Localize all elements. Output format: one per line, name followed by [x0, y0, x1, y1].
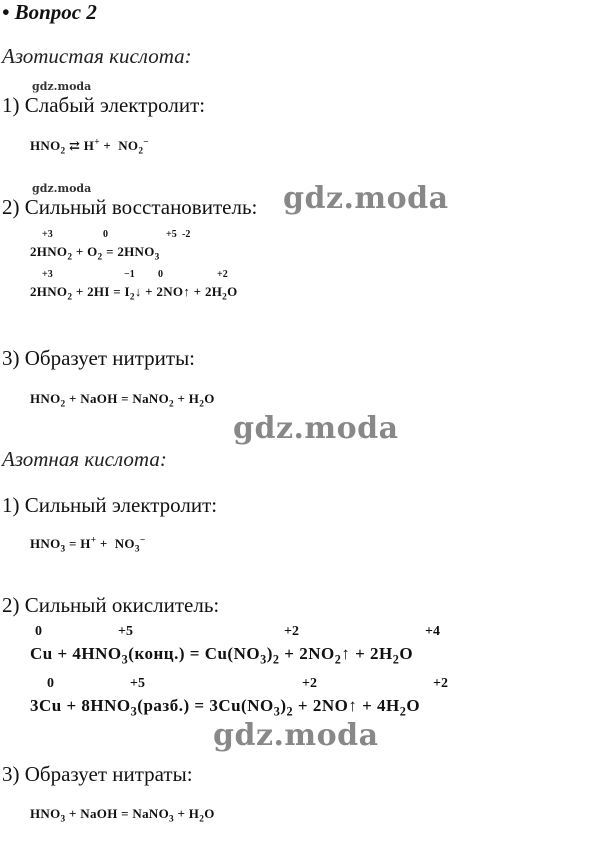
watermark-large: gdz.moda — [283, 181, 449, 216]
equation-nitrous-hi: $2HNO_2 + 2HI$ = $I_2↓$ + 2NO↑ + $2H_2O$ — [30, 284, 238, 303]
equation-nitrous-oxidation: $2HNO_2 + O_2 = 2HNO_3$ — [30, 244, 160, 263]
oxidation-state: 0 — [158, 269, 163, 280]
oxidation-state: +2 — [433, 676, 448, 691]
nitric-item-3: 3) Образует нитраты: — [2, 762, 193, 786]
nitrous-acid-header: Азотистая кислота: — [2, 44, 192, 68]
equation-nitric-cu-concentrated: $Cu + 4HNO_3(конц.) = Cu(NO_3)_2$ + $2NO_2↑ + 2H_2O$ — [30, 644, 414, 667]
oxidation-state: 0 — [35, 624, 42, 639]
oxidation-state: +2 — [284, 624, 299, 639]
nitric-item-1: 1) Сильный электролит: — [2, 493, 218, 517]
nitrous-item-3: 3) Образует нитриты: — [2, 346, 196, 370]
page-title: • Вопрос 2 — [2, 0, 97, 24]
watermark-large: gdz.moda — [233, 411, 399, 446]
concentrated-label: (конц.) — [128, 644, 186, 663]
oxidation-state: -2 — [182, 229, 191, 240]
oxidation-state: +3 — [42, 269, 53, 280]
nitric-item-2: 2) Сильный окислитель: — [2, 593, 220, 617]
equation-nitric-cu-dilute: $3Cu + 8HNO_3(разб.) = 3Cu(NO_3)_2$ + 2NO↑ + $4H_2O$ — [30, 696, 421, 719]
watermark-small: gdz.moda — [32, 182, 92, 195]
oxidation-state: +2 — [217, 269, 228, 280]
watermark-large: gdz.moda — [213, 718, 379, 753]
equation-nitric-naoh: $HNO_3$ + NaOH = NaNO$_3$ + $H_2O$ — [30, 806, 215, 825]
oxidation-state: 0 — [47, 676, 54, 691]
nitric-acid-header: Азотная кислота: — [2, 447, 167, 471]
nitrous-item-1: 1) Слабый электролит: — [2, 93, 206, 117]
oxidation-state: −1 — [124, 269, 135, 280]
equation-nitric-dissociation: $HNO_3 = H^+ + NO_3^-$ — [30, 535, 146, 555]
oxidation-state: +2 — [302, 676, 317, 691]
equation-nitrous-naoh: $HNO_2$ + NaOH = NaNO$_2$ + $H_2O$ — [30, 391, 215, 410]
oxidation-state: +5 — [118, 624, 133, 639]
oxidation-state: +5 — [130, 676, 145, 691]
equation-nitrous-dissociation: $HNO_2$ ⇄ $H^+ + NO_2^-$ — [30, 137, 149, 157]
watermark-small: gdz.moda — [32, 80, 92, 93]
oxidation-state: +4 — [425, 624, 440, 639]
oxidation-state: 0 — [103, 229, 108, 240]
oxidation-state: +5 — [166, 229, 177, 240]
dilute-label: (разб.) — [137, 696, 190, 715]
oxidation-state: +3 — [42, 229, 53, 240]
nitrous-item-2: 2) Сильный восстановитель: — [2, 195, 258, 219]
